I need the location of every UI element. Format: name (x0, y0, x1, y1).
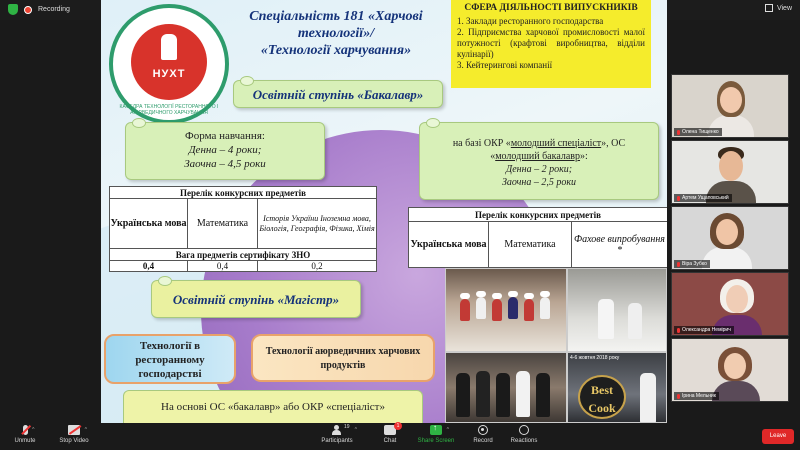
program-ayurvedic-technology: Технології аюрведичних харчових продуктів (251, 334, 435, 382)
person-figure (476, 297, 486, 319)
activity-item-3: 3. Кейтерингові компанії (457, 60, 553, 70)
unmute-button[interactable] (10, 425, 40, 444)
participant-face (719, 151, 743, 181)
master-label-text: Освітній ступінь «Магістр» (172, 292, 340, 307)
study-form-fulltime: Денна – 4 роки; (188, 144, 262, 156)
person-figure (536, 373, 550, 417)
person-figure (496, 373, 510, 417)
chat-bubble-icon (384, 423, 400, 435)
grid-icon (765, 4, 773, 12)
table-header: Перелік конкурсних предметів (409, 208, 668, 222)
participant-face (720, 87, 742, 113)
person-figure (540, 297, 550, 319)
recording-label: Recording (38, 6, 70, 13)
person-figure (516, 371, 530, 417)
participant-tile[interactable] (671, 272, 789, 336)
chef-hat-icon (161, 34, 177, 60)
photo-best-cook-event (567, 352, 667, 423)
share-screen-icon (430, 425, 449, 435)
note-curl-decoration (240, 76, 254, 86)
chat-button[interactable] (378, 425, 402, 444)
person-figure (456, 373, 470, 417)
photo-chefs-group (445, 268, 567, 352)
subject-ukrainian: Українська мова (409, 222, 489, 268)
muted-mic-icon (23, 425, 35, 435)
university-logo (109, 4, 229, 124)
reactions-button[interactable] (508, 425, 540, 444)
master-label (151, 280, 361, 318)
study-form-parttime: Заочна – 4,5 роки (184, 158, 266, 170)
bachelor-label-text: Освітній ступінь «Бакалавр» (252, 87, 424, 102)
participant-tile[interactable] (671, 74, 789, 138)
okr-line-1: на базі ОКР «молодший спеціаліст», ОС (452, 138, 626, 149)
participants-button[interactable] (317, 425, 357, 444)
participant-tile[interactable] (671, 206, 789, 270)
person-figure (492, 299, 502, 321)
recording-indicator (8, 4, 70, 15)
participants-label: Participants (321, 438, 353, 444)
person-figure (508, 297, 518, 319)
person-figure (598, 299, 614, 339)
chat-label: Chat (383, 438, 397, 444)
record-icon (478, 425, 488, 435)
weight-1: 0,4 (110, 261, 188, 272)
logo-red-disc (131, 24, 207, 100)
person-figure (628, 303, 642, 339)
participant-face (716, 219, 738, 245)
note-curl-decoration (158, 276, 172, 286)
smiley-icon (519, 425, 529, 435)
logo-abbreviation: НУХТ (152, 68, 186, 80)
chevron-up-icon[interactable]: ^ (84, 427, 87, 433)
photo-chefs-team (445, 352, 567, 423)
okr-line-2: «молодший бакалавр»: (490, 151, 588, 162)
participant-body (712, 381, 760, 402)
activity-heading: СФЕРА ДІЯЛЬНОСТІ ВИПУСКНИКІВ (464, 3, 638, 13)
person-figure (460, 299, 470, 321)
logo-ring-text: КАФЕДРА ТЕХНОЛОГІЇ РЕСТОРАННОГО І АЮРВЕДИЧНОГО ХАРЧУВАННЯ (119, 104, 219, 116)
participant-face (724, 353, 746, 379)
chevron-up-icon[interactable]: ^ (32, 427, 35, 433)
okr-parttime: Заочна – 2,5 роки (501, 177, 577, 188)
program-restaurant-technology: Технології в ресторанному господарстві (104, 334, 236, 384)
activity-item-1: 1. Заклади ресторанного господарства (457, 16, 604, 26)
participants-count: 19 (344, 424, 350, 430)
leave-button[interactable]: Leave (762, 429, 794, 444)
security-shield-icon[interactable] (8, 4, 18, 15)
muted-mic-icon (677, 196, 680, 201)
view-button[interactable] (765, 4, 792, 12)
muted-mic-icon (677, 394, 680, 399)
bachelor-label (233, 80, 443, 108)
muted-mic-icon (677, 130, 680, 135)
study-form-note (125, 122, 325, 180)
weights-header: Вага предметів сертифікату ЗНО (110, 249, 377, 261)
muted-mic-icon (677, 262, 680, 267)
share-screen-label: Share Screen (417, 438, 455, 444)
participant-name-tag: Олександра Немірич (674, 326, 734, 334)
graduate-activity-box (451, 0, 651, 88)
subject-math: Математика (188, 199, 258, 249)
subject-elective: Історія України Іноземна мова, Біологія, Географія, Фізика, Хімія (258, 199, 377, 249)
event-date: 4-6 жовтня 2018 року (570, 355, 620, 361)
chat-unread-badge: 1 (394, 422, 402, 430)
person-figure (524, 299, 534, 321)
okr-subjects-table (408, 207, 667, 268)
title-line-1: Спеціальність 181 «Харчові (249, 9, 423, 24)
person-figure (476, 371, 490, 417)
participants-icon (331, 424, 357, 435)
okr-fulltime: Денна – 2 роки; (505, 164, 573, 175)
weight-3: 0,2 (258, 261, 377, 272)
record-button[interactable] (470, 425, 496, 444)
subject-math: Математика (489, 222, 572, 268)
note-curl-decoration (426, 118, 440, 128)
record-dot-icon (24, 6, 32, 14)
record-label: Record (473, 438, 493, 444)
title-line-2: технології»/ (297, 26, 375, 41)
participant-name-tag: Артем Ущаповський (674, 194, 732, 202)
photo-kitchen-lab (567, 268, 667, 352)
participant-name-tag: Олена Тищенко (674, 128, 722, 136)
stop-video-label: Stop Video (59, 438, 89, 444)
bachelor-subjects-table (109, 186, 377, 272)
participant-name-tag: Ірина Мельник (674, 392, 719, 400)
subject-professional-test: Фахове випробування * (572, 222, 668, 268)
chevron-up-icon[interactable]: ^ (446, 427, 449, 433)
meeting-toolbar (0, 423, 800, 450)
muted-mic-icon (677, 328, 680, 333)
share-screen-button[interactable] (416, 425, 456, 444)
subject-ukrainian: Українська мова (110, 199, 188, 249)
participant-name-tag: Віра Зубко (674, 260, 710, 268)
weight-2: 0,4 (188, 261, 258, 272)
table-header: Перелік конкурсних предметів (110, 187, 377, 199)
master-admission-note: На основі ОС «бакалавр» або ОКР «спеціаліст» (123, 390, 423, 423)
title-line-3: «Технології харчування» (260, 43, 412, 58)
activity-item-2: 2. Підприємства харчової промисловості малої потужності (крафтові виробництва, відділи кулінарії) (457, 27, 645, 59)
chevron-up-icon[interactable]: ^ (354, 427, 357, 433)
study-form-heading: Форма навчання: (185, 130, 265, 142)
participant-tile[interactable] (671, 338, 789, 402)
participant-face (726, 285, 748, 313)
junior-specialist-note (419, 122, 659, 200)
video-camera-icon (68, 425, 87, 435)
reactions-label: Reactions (510, 438, 538, 444)
unmute-label: Unmute (14, 438, 36, 444)
participant-tile[interactable] (671, 140, 789, 204)
view-label: View (776, 4, 792, 12)
shared-slide (101, 0, 667, 423)
best-cook-badge: Best Cook (578, 375, 626, 419)
stop-video-button[interactable] (56, 425, 92, 444)
note-curl-decoration (132, 118, 146, 128)
person-figure (640, 373, 656, 423)
slide-title (231, 8, 441, 59)
